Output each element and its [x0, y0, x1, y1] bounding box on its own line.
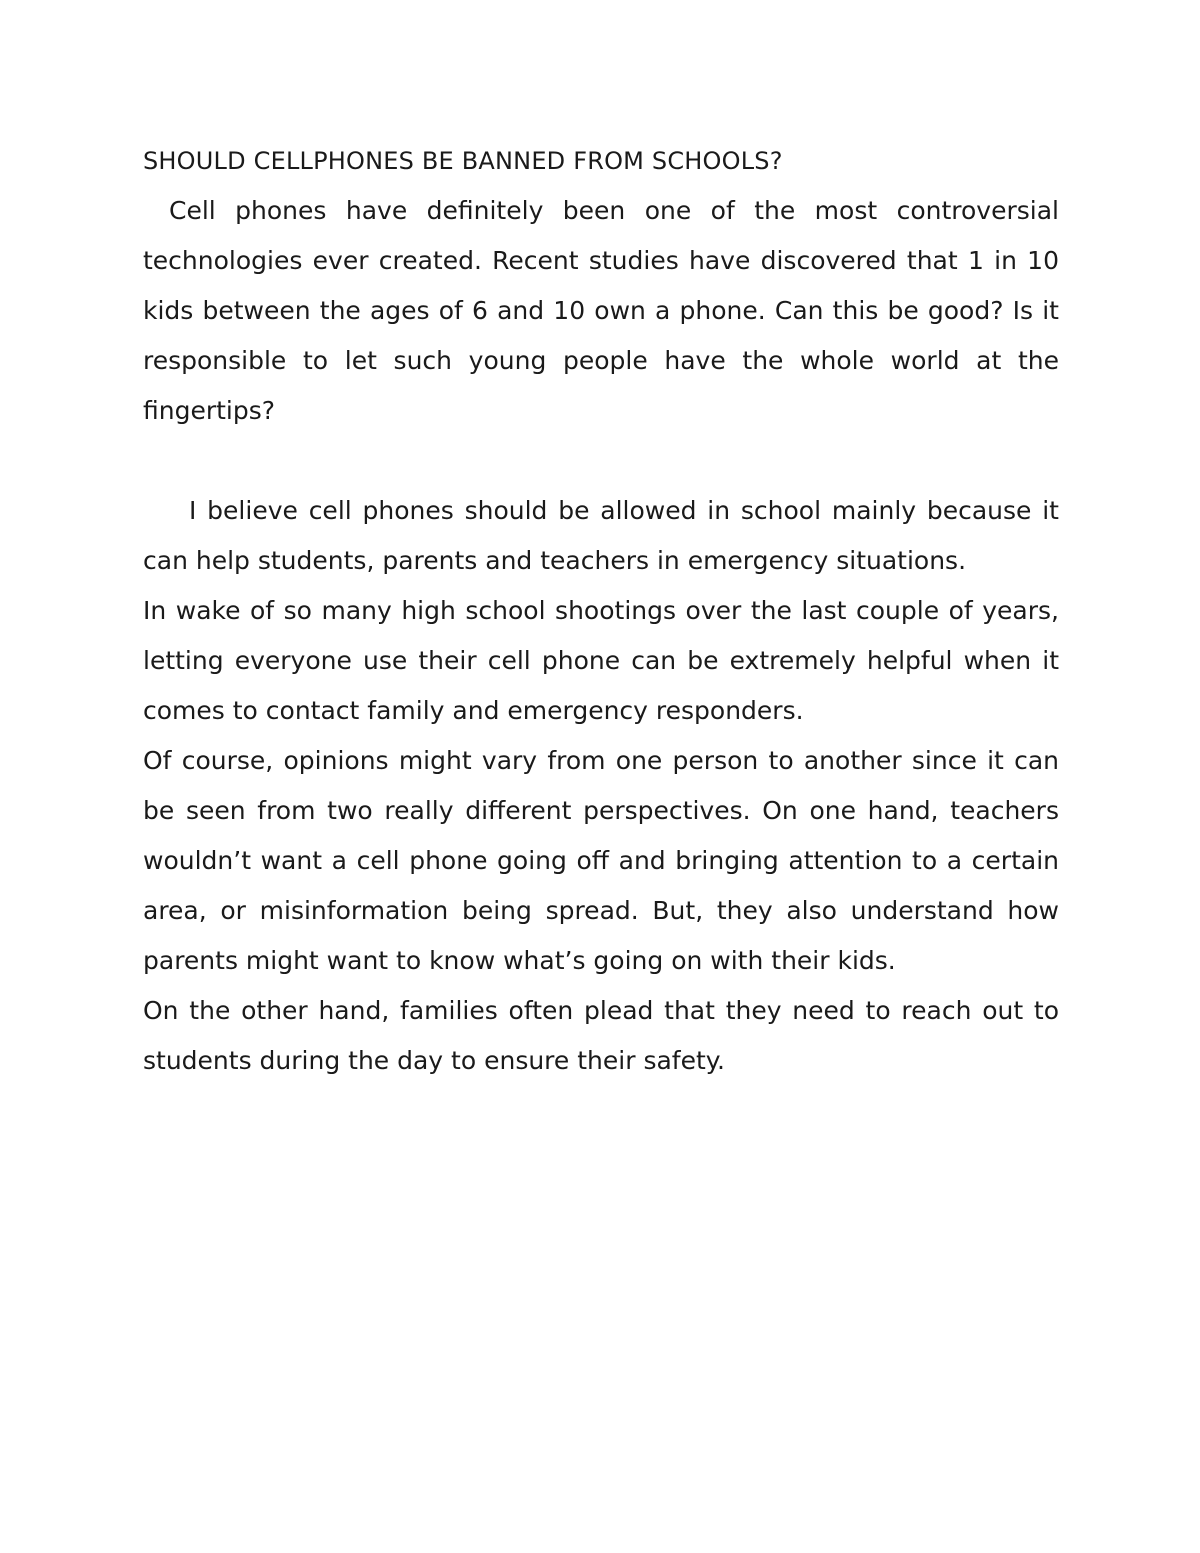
paragraph-intro: Cell phones have definitely been one of the most controversial technologies ever created. Recent studies have discovered that 1 in 10 kids between the ages of 6 and 10 own a phone. Can this be good? Is it responsible to let such young people have the whole world at the fingertips? — [143, 196, 1059, 425]
paragraph-shootings: In wake of so many high school shootings over the last couple of years, letting everyone use their cell phone can be extremely helpful when it comes to contact family and emergency responders. — [143, 596, 1059, 725]
paragraph-spacer — [143, 436, 1059, 486]
document-title: SHOULD CELLPHONES BE BANNED FROM SCHOOLS? — [143, 147, 783, 175]
paragraph-belief: I believe cell phones should be allowed in school mainly because it can help students, parents and teachers in emergency situations. — [143, 496, 1059, 575]
paragraph-perspectives: Of course, opinions might vary from one person to another since it can be seen from two really different perspectives. On one hand, teachers wouldn’t want a cell phone going off and bringing attention to a certain area, or misinformation being spread. But, they also understand how parents might want to know what’s going on with their kids. — [143, 746, 1059, 975]
document-page — [143, 138, 1059, 1086]
paragraph-families: On the other hand, families often plead that they need to reach out to students during the day to ensure their safety. — [143, 996, 1059, 1075]
